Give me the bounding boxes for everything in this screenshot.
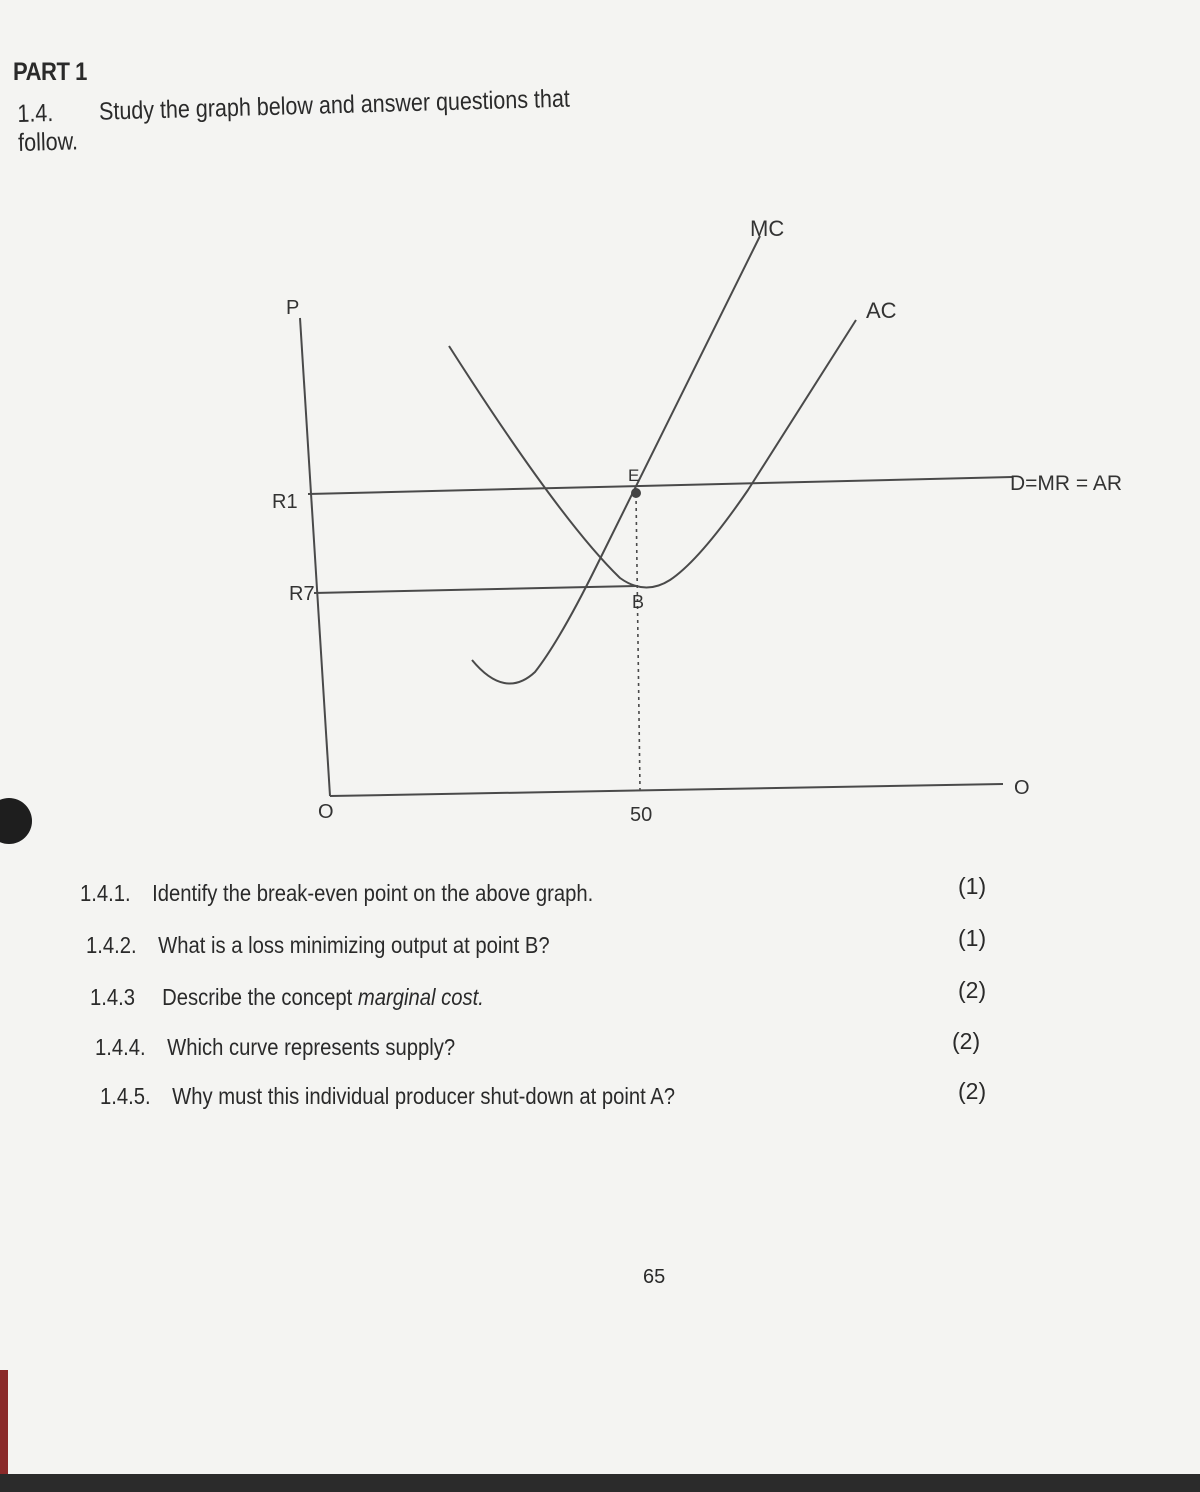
- price-r7-line: [314, 586, 637, 593]
- page-number: 65: [643, 1266, 666, 1288]
- y-axis: [300, 318, 330, 796]
- question-1-4-2: 1.4.2. What is a loss minimizing output at point B?: [86, 932, 550, 958]
- marks-1-4-3: (2): [958, 977, 987, 1003]
- x-axis: [330, 784, 1003, 796]
- marks-1-4-4: (2): [952, 1028, 981, 1054]
- point-e-marker: [631, 488, 641, 498]
- question-number: 1.4.: [17, 98, 54, 128]
- question-1-4-5: 1.4.5. Why must this individual producer shut-down at point A?: [100, 1083, 676, 1109]
- ac-label: AC: [866, 298, 897, 323]
- question-1-4-3: 1.4.3 Describe the concept marginal cost.: [90, 984, 484, 1010]
- question-1-4-4: 1.4.4. Which curve represents supply?: [95, 1034, 456, 1060]
- y-axis-label: P: [286, 297, 300, 319]
- page-edge-left: [0, 1370, 8, 1480]
- x-tick-50: 50: [630, 804, 653, 826]
- mc-label: MC: [750, 216, 785, 241]
- marks-1-4-2: (1): [958, 925, 987, 951]
- question-1-4-1: 1.4.1. Identify the break-even point on the above graph.: [80, 880, 594, 906]
- output-dotted-line: [636, 494, 640, 790]
- instruction-text: Study the graph below and answer questions that follow.: [17, 84, 571, 157]
- demand-label: D=MR = AR: [1010, 472, 1123, 495]
- point-b-label: B: [632, 592, 645, 612]
- marks-1-4-5: (2): [958, 1078, 987, 1104]
- x-axis-label: O: [1014, 777, 1030, 799]
- point-e-label: E: [628, 466, 640, 485]
- mc-curve: [472, 236, 760, 684]
- page-edge-bottom: [0, 1474, 1200, 1492]
- demand-mr-ar-line: [308, 477, 1012, 494]
- origin-label: O: [318, 801, 334, 823]
- price-r7-label: R7: [289, 583, 315, 605]
- price-r1-label: R1: [272, 491, 298, 513]
- marks-1-4-1: (1): [958, 873, 987, 899]
- part-title: PART 1: [13, 58, 87, 86]
